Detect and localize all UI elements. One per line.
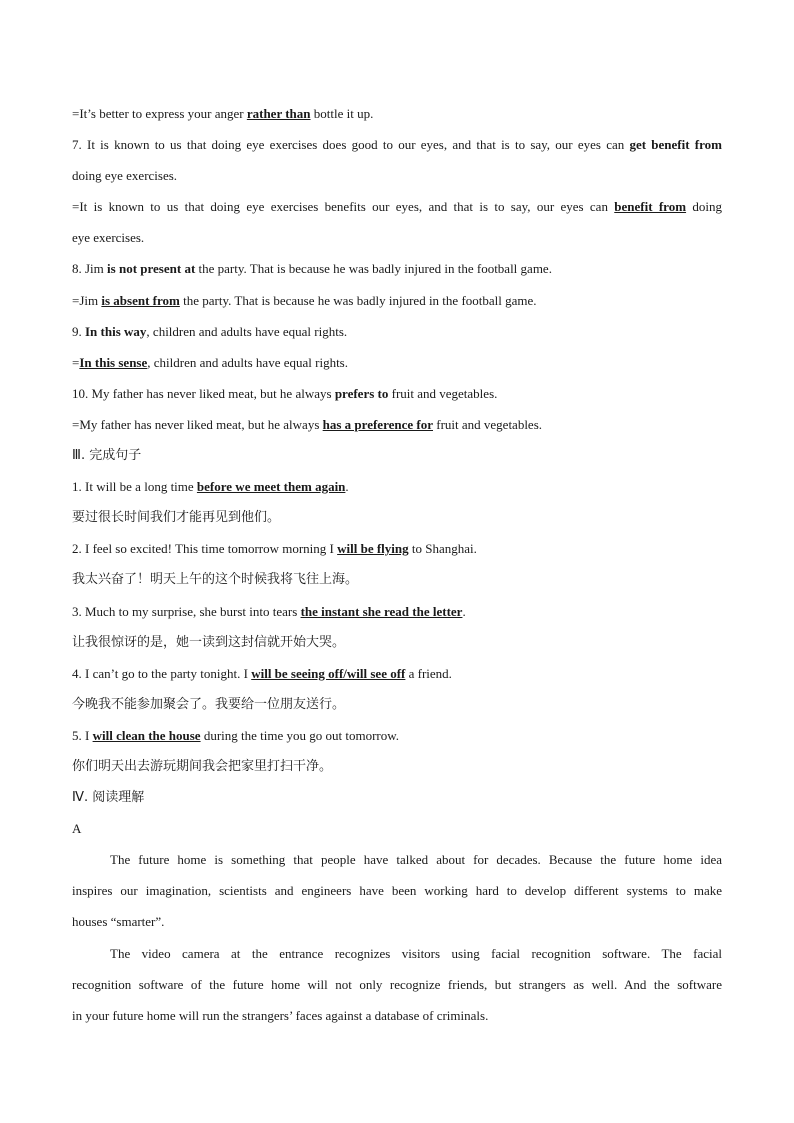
text: 7. It is known to us that doing eye exercises does good to our eyes, and that is to say, our eyes can	[72, 137, 630, 153]
text: =Jim	[72, 292, 102, 308]
text: =It’s better to express your anger	[72, 106, 247, 121]
text: fruit and vegetables.	[433, 416, 543, 432]
complete-sentence-3	[72, 596, 722, 627]
answer-phrase: before we meet them again	[196, 479, 346, 495]
answer-phrase: rather than	[246, 106, 311, 121]
passage-line: The video camera at the entrance recognizes visitors using facial recognition software. The facial	[110, 945, 722, 961]
complete-sentence-2	[72, 533, 722, 564]
text: 9.	[72, 323, 85, 339]
passage-line: houses “smarter”.	[72, 914, 165, 930]
complete-sentence-5	[72, 720, 722, 751]
sentence-9-equivalent	[72, 347, 722, 378]
sentence-8	[72, 253, 722, 284]
text: doing	[686, 199, 722, 215]
text: =	[72, 354, 80, 370]
text: .	[462, 603, 466, 619]
translation-4: 今晚我不能参加聚会了。我要给一位朋友送行。	[72, 696, 346, 712]
text: a friend.	[405, 665, 452, 681]
answer-phrase: will be seeing off/will see off	[251, 665, 406, 681]
answer-phrase: is absent from	[101, 292, 180, 308]
text: 2. I feel so excited! This time tomorrow morning I	[72, 541, 338, 557]
text: 3. Much to my surprise, she burst into tears	[72, 603, 301, 619]
complete-sentence-1	[72, 471, 722, 502]
sentence-8-equivalent	[72, 285, 722, 316]
answer-phrase: benefit from	[614, 199, 687, 215]
answer-phrase: has a preference for	[322, 416, 433, 432]
text: =It is known to us that doing eye exercises benefits our eyes, and that is to say, our eyes can	[72, 199, 615, 215]
text: the party. That is because he was badly injured in the football game.	[179, 292, 537, 308]
sentence-9	[72, 316, 722, 347]
complete-sentence-4	[72, 658, 722, 689]
text: 10. My father has never liked meat, but he always	[72, 385, 335, 401]
key-phrase: is not present at	[107, 261, 196, 277]
text: 1. It will be a long time	[72, 479, 197, 495]
translation-1: 要过很长时间我们才能再见到他们。	[72, 510, 281, 526]
text: fruit and vegetables.	[388, 385, 498, 401]
answer-phrase: the instant she read the letter	[300, 603, 463, 619]
passage-line: inspires our imagination, scientists and engineers have been working hard to develop different systems to make	[72, 883, 722, 899]
sentence-7-cont	[72, 160, 722, 191]
answer-phrase: In this sense	[79, 354, 148, 370]
translation-2: 我太兴奋了！明天上午的这个时候我将飞往上海。	[72, 572, 359, 588]
text: 5. I	[72, 727, 93, 743]
text: bottle it up.	[310, 106, 374, 121]
answer-phrase: will be flying	[337, 541, 409, 557]
translation-5: 你们明天出去游玩期间我会把家里打扫干净。	[72, 758, 333, 774]
passage-line: in your future home will run the strangers’ faces against a database of criminals.	[72, 1007, 489, 1023]
text: , children and adults have equal rights.	[147, 354, 348, 370]
sentence-7	[72, 129, 722, 160]
text: .	[345, 479, 349, 495]
passage-line: The future home is something that people have talked about for decades. Because the future home idea	[110, 852, 722, 868]
section-heading-3: Ⅲ. 完成句子	[72, 448, 142, 464]
passage-label: A	[72, 821, 82, 837]
key-phrase: get benefit from	[629, 137, 722, 153]
key-phrase: In this way	[85, 323, 147, 339]
sentence-10-equivalent	[72, 409, 722, 440]
document-page	[72, 98, 722, 1031]
passage-line: recognition software of the future home will not only recognize friends, but strangers as well. And the software	[72, 976, 722, 992]
text: 8. Jim	[72, 261, 108, 277]
text: to Shanghai.	[408, 541, 477, 557]
key-phrase: prefers to	[334, 385, 389, 401]
translation-3: 让我很惊讶的是，她一读到这封信就开始大哭。	[72, 634, 346, 650]
text: during the time you go out tomorrow.	[200, 727, 400, 743]
text: =My father has never liked meat, but he always	[72, 416, 323, 432]
sentence-7-equivalent	[72, 191, 722, 222]
sentence-7-equivalent-cont	[72, 222, 722, 253]
answer-phrase: will clean the house	[92, 727, 201, 743]
sentence-10	[72, 378, 722, 409]
text: eye exercises.	[72, 230, 145, 246]
text: doing eye exercises.	[72, 168, 178, 184]
section-heading-4: Ⅳ. 阅读理解	[72, 790, 145, 806]
text: , children and adults have equal rights.	[146, 323, 348, 339]
sentence-6-equivalent	[72, 98, 722, 129]
text: 4. I can’t go to the party tonight. I	[72, 665, 252, 681]
text: the party. That is because he was badly injured in the football game.	[195, 261, 552, 277]
